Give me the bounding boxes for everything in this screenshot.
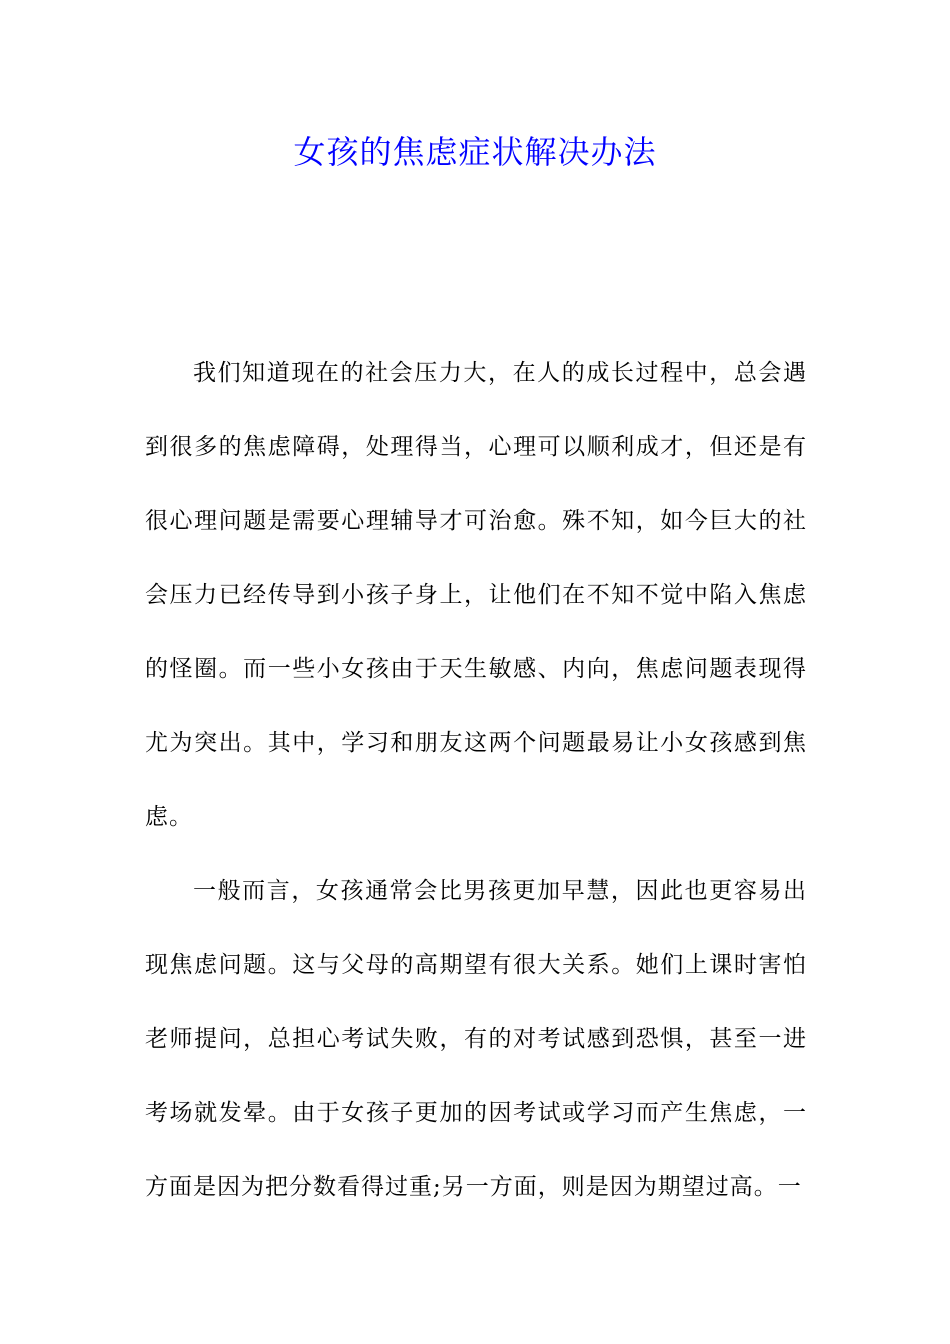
document-body (145, 336, 807, 1224)
paragraph-2: 一般而言，女孩通常会比男孩更加早慧，因此也更容易出现焦虑问题。这与父母的高期望有很大关系。她们上课时害怕老师提问，总担心考试失败，有的对考试感到恐惧，甚至一进考场就发晕。由于女孩子更加的因考试或学习而产生焦虑，一方面是因为把分数看得过重;另一方面，则是因为期望过高。一 (145, 878, 807, 1200)
paragraph-1: 我们知道现在的社会压力大，在人的成长过程中，总会遇到很多的焦虑障碍，处理得当，心理可以顺利成才，但还是有很心理问题是需要心理辅导才可治愈。殊不知，如今巨大的社会压力已经传导到小孩子身上，让他们在不知不觉中陷入焦虑的怪圈。而一些小女孩由于天生敏感、内向，焦虑问题表现得尤为突出。其中，学习和朋友这两个问题最易让小女孩感到焦虑。 (145, 360, 807, 830)
document-title: 女孩的焦虑症状解决办法 (293, 133, 657, 171)
